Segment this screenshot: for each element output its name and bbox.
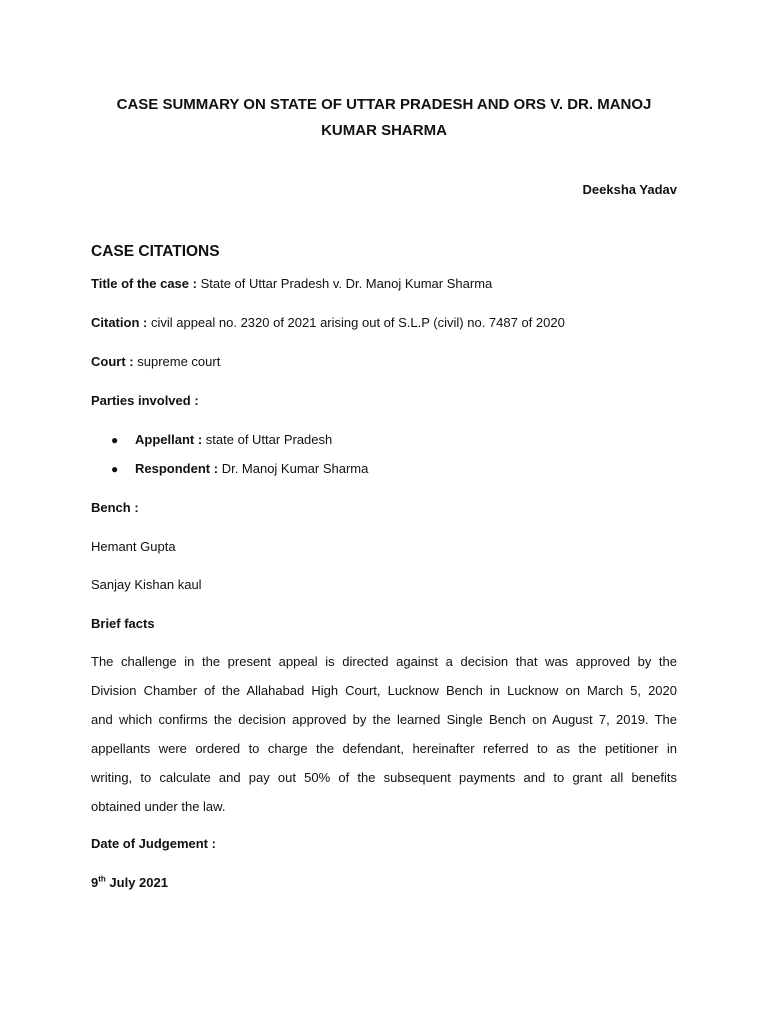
paragraph-line: appellants were ordered to charge the defendant, hereinafter referred to as the petitioner in (91, 741, 677, 756)
field-label: Title of the case : (91, 276, 197, 291)
section-heading-case-citations: CASE CITATIONS (91, 243, 220, 260)
brief-facts-paragraph (91, 654, 677, 828)
field-label: Court : (91, 354, 134, 369)
field-label: Respondent : (135, 461, 219, 476)
bullet-icon: ● (111, 462, 119, 476)
paragraph-line: obtained under the law. (91, 799, 226, 814)
judgement-date (91, 875, 168, 891)
bench-member-2: Sanjay Kishan kaul (91, 577, 202, 592)
field-bench (91, 500, 139, 516)
judgement-day: 9 (91, 875, 99, 890)
field-court (91, 354, 220, 370)
field-value: supreme court (137, 354, 221, 369)
section-heading-brief-facts (91, 616, 155, 632)
field-value: Dr. Manoj Kumar Sharma (221, 461, 369, 476)
title-line-1: CASE SUMMARY ON STATE OF UTTAR PRADESH AND ORS V. DR. MANOJ (116, 96, 652, 113)
list-item-appellant (111, 432, 332, 448)
title-line-2: KUMAR SHARMA (321, 122, 447, 139)
field-value: civil appeal no. 2320 of 2021 arising out of S.L.P (civil) no. 7487 of 2020 (150, 315, 565, 330)
field-label: Parties involved : (91, 393, 199, 408)
field-date-of-judgement (91, 836, 216, 852)
field-label: Appellant : (135, 432, 203, 447)
judgement-month-year: July 2021 (105, 875, 168, 890)
field-parties-involved (91, 393, 199, 409)
paragraph-line: writing, to calculate and pay out 50% of the subsequent payments and to grant all benefits (91, 770, 677, 785)
judgement-day-suffix: th (98, 874, 106, 884)
list-item-respondent (111, 461, 368, 477)
paragraph-line: and which confirms the decision approved by the learned Single Bench on August 7, 2019. The (91, 712, 677, 727)
brief-facts-label: Brief facts (91, 616, 155, 631)
field-label: Citation : (91, 315, 148, 330)
field-label: Date of Judgement : (91, 836, 216, 851)
document-title (91, 92, 677, 144)
bench-member-1: Hemant Gupta (91, 539, 176, 554)
field-value: State of Uttar Pradesh v. Dr. Manoj Kumar Sharma (200, 276, 493, 291)
field-citation (91, 315, 565, 331)
author-name: Deeksha Yadav (582, 182, 677, 197)
field-value: state of Uttar Pradesh (205, 432, 333, 447)
paragraph-line: Division Chamber of the Allahabad High Court, Lucknow Bench in Lucknow on March 5, 2020 (91, 683, 677, 698)
paragraph-line: The challenge in the present appeal is directed against a decision that was approved by the (91, 654, 677, 669)
field-title-of-case (91, 276, 492, 292)
bullet-icon: ● (111, 433, 119, 447)
field-label: Bench : (91, 500, 139, 515)
